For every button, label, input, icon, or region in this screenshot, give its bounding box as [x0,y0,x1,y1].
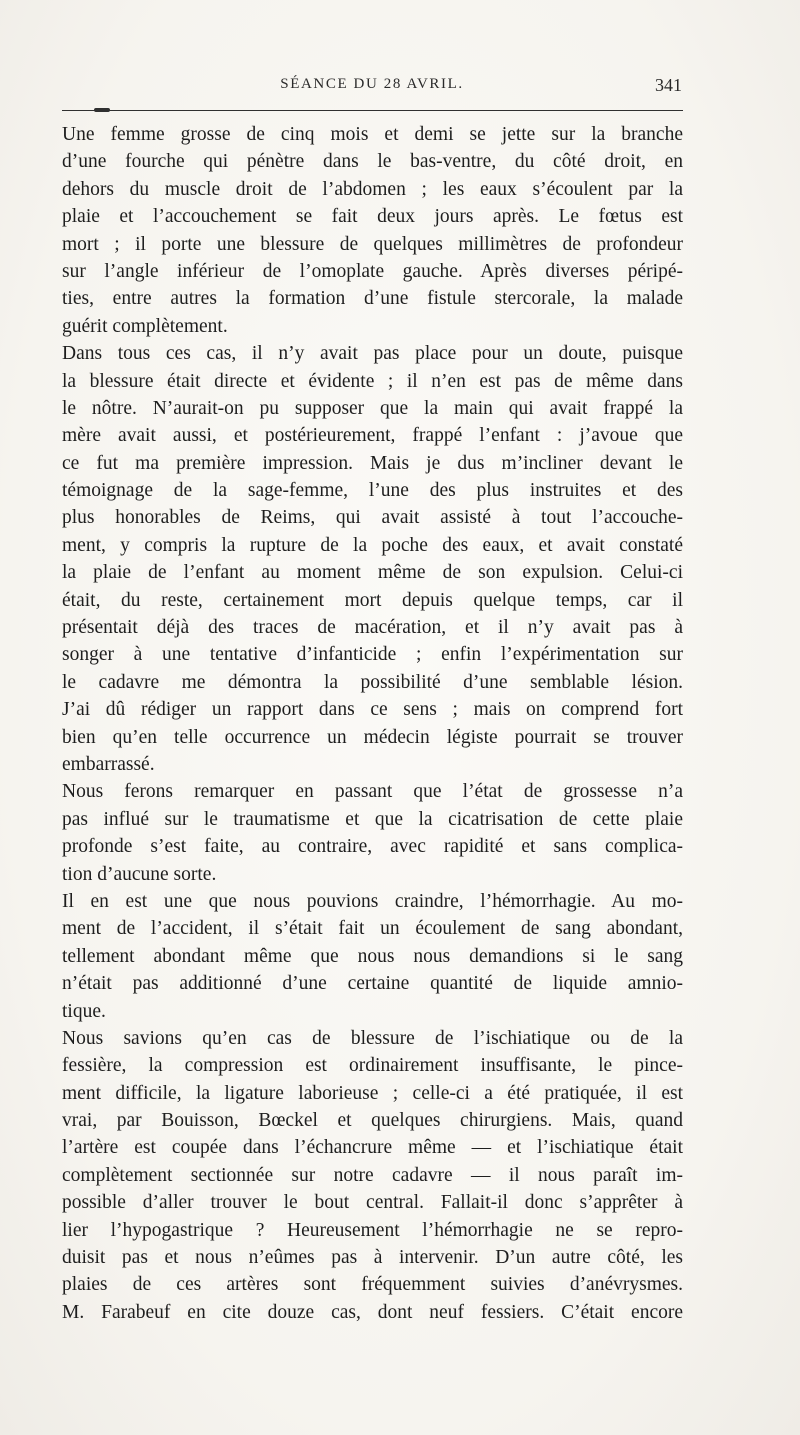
text-line: Dans tous ces cas, il n’y avait pas place pour un doute, puisque [62,343,683,365]
text-line: Il en est une que nous pouvions craindre, l’hémorrhagie. Au mo- [62,890,683,912]
text-line: le nôtre. N’aurait-on pu supposer que la main qui avait frappé la [62,397,683,419]
header-rule [62,110,683,111]
text-line: embarrassé. [62,753,155,775]
header-rule-mark [94,108,110,112]
text-line: tique. [62,1000,106,1022]
text-line: Nous ferons remarquer en passant que l’état de grossesse n’a [62,781,683,803]
text-line: plus honorables de Reims, qui avait assisté à tout l’accouche- [62,507,683,529]
text-line: l’artère est coupée dans l’échancrure même — et l’ischiatique était [62,1137,683,1159]
text-line: lier l’hypogastrique ? Heureusement l’hémorrhagie ne se repro- [62,1219,683,1241]
text-line: présentait déjà des traces de macération, et il n’y avait pas à [62,617,683,639]
text-line: fessière, la compression est ordinairement insuffisante, le pince- [62,1055,683,1077]
text-line: duisit pas et nous n’eûmes pas à intervenir. D’un autre côté, les [62,1247,683,1269]
text-line: mort ; il porte une blessure de quelques millimètres de profondeur [62,233,683,255]
text-line: M. Farabeuf en cite douze cas, dont neuf fessiers. C’était encore [62,1301,683,1323]
text-line: sur l’angle inférieur de l’omoplate gauche. Après diverses péripé- [62,260,683,282]
running-head: SÉANCE DU 28 AVRIL. [280,76,464,92]
text-line: ment difficile, la ligature laborieuse ; celle-ci a été pratiquée, il est [62,1082,683,1104]
text-line: la plaie de l’enfant au moment même de son expulsion. Celui-ci [62,562,683,584]
text-line: la blessure était directe et évidente ; il n’en est pas de même dans [62,370,683,392]
text-line: ties, entre autres la formation d’une fistule stercorale, la malade [62,288,683,310]
text-line: ment de l’accident, il s’était fait un écoulement de sang abondant, [62,918,683,940]
text-line: complètement sectionnée sur notre cadavre — il nous paraît im- [62,1164,683,1186]
text-line: guérit complètement. [62,315,228,337]
text-line: profonde s’est faite, au contraire, avec rapidité et sans complica- [62,836,683,858]
text-line: possible d’aller trouver le bout central. Fallait-il donc s’apprêter à [62,1192,683,1214]
body-text [62,121,683,1326]
text-line: ment, y compris la rupture de la poche des eaux, et avait constaté [62,534,683,556]
text-line: plaies de ces artères sont fréquemment suivies d’anévrysmes. [62,1274,683,1296]
text-line: pas influé sur le traumatisme et que la cicatrisation de cette plaie [62,808,683,830]
text-line: tellement abondant même que nous nous demandions si le sang [62,945,683,967]
text-line: d’une fourche qui pénètre dans le bas-ventre, du côté droit, en [62,151,683,173]
text-line: le cadavre me démontra la possibilité d’une semblable lésion. [62,671,683,693]
text-line: était, du reste, certainement mort depuis quelque temps, car il [62,589,683,611]
text-line: n’était pas additionné d’une certaine quantité de liquide amnio- [62,973,683,995]
text-line: Nous savions qu’en cas de blessure de l’ischiatique ou de la [62,1027,683,1049]
text-line: tion d’aucune sorte. [62,863,217,885]
text-line: dehors du muscle droit de l’abdomen ; les eaux s’écoulent par la [62,178,683,200]
text-line: Une femme grosse de cinq mois et demi se jette sur la branche [62,124,683,145]
text-line: plaie et l’accouchement se fait deux jours après. Le fœtus est [62,206,683,228]
text-line: mère avait aussi, et postérieurement, frappé l’enfant : j’avoue que [62,425,683,447]
text-line: témoignage de la sage-femme, l’une des plus instruites et des [62,480,683,502]
page-number: 341 [655,75,682,95]
page-header [62,76,682,98]
text-line: J’ai dû rédiger un rapport dans ce sens ; mais on comprend fort [62,699,683,721]
text-line: vrai, par Bouisson, Bœckel et quelques chirurgiens. Mais, quand [62,1110,683,1132]
text-line: ce fut ma première impression. Mais je dus m’incliner devant le [62,452,683,474]
text-line: bien qu’en telle occurrence un médecin légiste pourrait se trouver [62,726,683,748]
text-line: songer à une tentative d’infanticide ; enfin l’expérimentation sur [62,644,683,666]
